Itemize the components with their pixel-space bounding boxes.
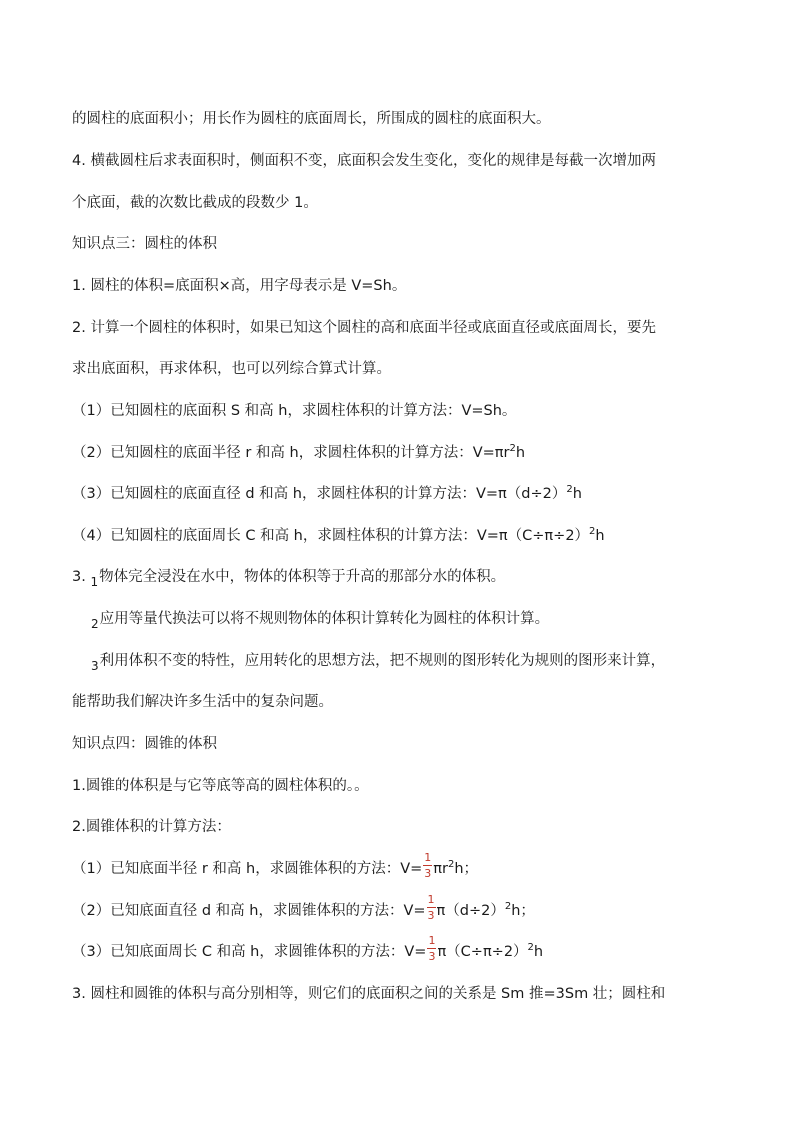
fraction-bar bbox=[427, 948, 436, 949]
formula-line bbox=[72, 443, 525, 463]
fraction bbox=[427, 893, 436, 922]
formula-line bbox=[72, 851, 479, 880]
formula-tail: h bbox=[572, 486, 582, 502]
formula-tail: h； bbox=[511, 903, 535, 919]
text-line: 2.圆锥体积的计算方法： bbox=[72, 819, 231, 835]
text-line: 能帮助我们解决许多生活中的复杂问题。 bbox=[72, 694, 333, 710]
exponent: 2 bbox=[504, 901, 512, 912]
text-line bbox=[72, 567, 505, 587]
text-line: 的圆柱的底面积小；用长作为圆柱的底面周长，所围成的圆柱的底面积大。 bbox=[72, 111, 551, 127]
text-line bbox=[91, 651, 665, 671]
text-line: 4. 横截圆柱后求表面积时，侧面积不变，底面积会发生变化，变化的规律是每截一次增加两 bbox=[72, 153, 656, 169]
exponent: 2 bbox=[566, 484, 573, 495]
formula-text: πr bbox=[433, 861, 448, 877]
fraction-denominator: 3 bbox=[424, 867, 432, 880]
fraction-denominator: 3 bbox=[428, 950, 436, 963]
text-line: 2. 计算一个圆柱的体积时，如果已知这个圆柱的高和底面半径或底面直径或底面周长，要先 bbox=[72, 320, 656, 336]
formula-text: （4）已知圆柱的底面周长 C 和高 h，求圆柱体积的计算方法：V=π（C÷π÷2） bbox=[72, 528, 590, 544]
fraction-numerator: 1 bbox=[428, 934, 436, 947]
formula-text: （3）已知圆柱的底面直径 d 和高 h，求圆柱体积的计算方法：V=π（d÷2） bbox=[72, 486, 567, 502]
formula-text: （1）已知底面半径 r 和高 h，求圆锥体积的方法：V= bbox=[72, 861, 423, 877]
fraction bbox=[423, 851, 432, 880]
item-text: 应用等量代换法可以将不规则物体的体积计算转化为圆柱的体积计算。 bbox=[99, 611, 550, 627]
formula-line bbox=[72, 484, 582, 504]
text-line: （1）已知圆柱的底面积 S 和高 h，求圆柱体积的计算方法：V=Sh。 bbox=[72, 403, 517, 419]
section-heading: 知识点四：圆锥的体积 bbox=[72, 736, 217, 752]
formula-tail: h bbox=[515, 445, 526, 461]
formula-tail: h； bbox=[454, 861, 479, 877]
list-marker: 3 bbox=[91, 659, 99, 673]
formula-text: （3）已知底面周长 C 和高 h，求圆锥体积的方法：V= bbox=[72, 944, 427, 960]
fraction-numerator: 1 bbox=[424, 851, 432, 864]
text-line: 3. 圆柱和圆锥的体积与高分别相等，则它们的底面积之间的关系是 Sm 推=3Sm 壮；圆柱和 bbox=[72, 986, 666, 1002]
item-text: 利用体积不变的特性，应用转化的思想方法，把不规则的图形转化为规则的图形来计算， bbox=[99, 653, 666, 669]
fraction-numerator: 1 bbox=[427, 893, 435, 906]
text-line: 个底面，截的次数比截成的段数少 1。 bbox=[72, 195, 318, 211]
text-line: 1.圆锥的体积是与它等底等高的圆柱体积的。。 bbox=[72, 778, 369, 794]
text-line bbox=[91, 609, 549, 629]
formula-line bbox=[72, 934, 544, 963]
item-prefix: 3. bbox=[72, 569, 91, 585]
list-marker: 1 bbox=[90, 575, 99, 589]
formula-line bbox=[72, 526, 605, 546]
formula-text: （2）已知圆柱的底面半径 r 和高 h，求圆柱体积的计算方法：V=πr bbox=[72, 445, 510, 461]
exponent: 2 bbox=[509, 443, 516, 454]
formula-tail: h bbox=[595, 528, 605, 544]
fraction-bar bbox=[423, 865, 432, 866]
formula-text: （2）已知底面直径 d 和高 h，求圆锥体积的方法：V= bbox=[72, 903, 426, 919]
formula-text: π（C÷π÷2） bbox=[437, 944, 528, 960]
text-line: 1. 圆柱的体积=底面积×高，用字母表示是 V=Sh。 bbox=[72, 278, 407, 294]
fraction-denominator: 3 bbox=[427, 909, 435, 922]
item-text: 物体完全浸没在水中，物体的体积等于升高的那部分水的体积。 bbox=[99, 569, 506, 585]
exponent: 2 bbox=[447, 859, 455, 870]
section-heading: 知识点三：圆柱的体积 bbox=[72, 236, 217, 252]
fraction bbox=[427, 934, 436, 963]
exponent: 2 bbox=[527, 942, 534, 953]
formula-text: π（d÷2） bbox=[436, 903, 505, 919]
fraction-bar bbox=[427, 907, 436, 908]
list-marker: 2 bbox=[91, 617, 99, 631]
text-line: 求出底面积，再求体积，也可以列综合算式计算。 bbox=[72, 361, 391, 377]
exponent: 2 bbox=[589, 526, 596, 537]
formula-tail: h bbox=[533, 944, 544, 960]
formula-line bbox=[72, 893, 535, 922]
